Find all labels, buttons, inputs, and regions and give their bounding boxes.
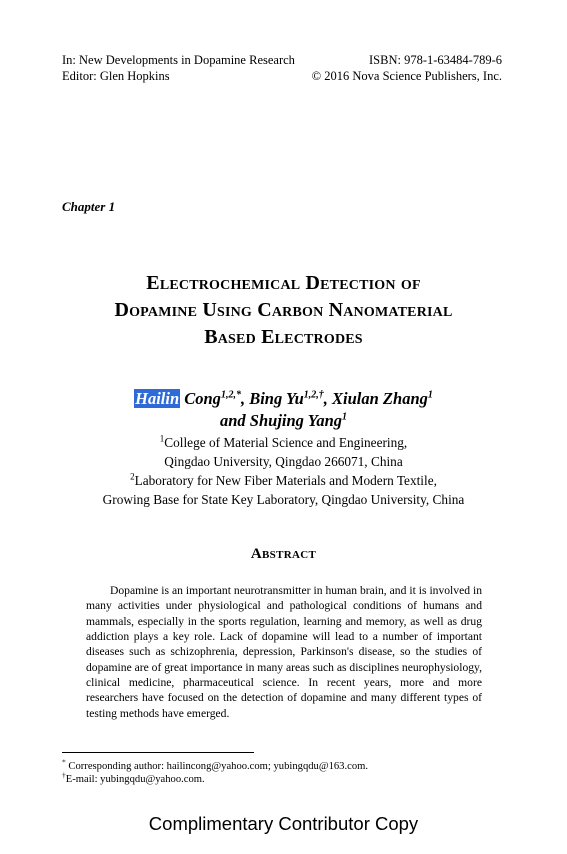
contributor-copy-watermark: Complimentary Contributor Copy — [148, 813, 419, 834]
footnotes — [62, 757, 369, 786]
title-line-3: Based Electrodes — [204, 326, 363, 348]
affiliation-2-marker: 2 — [130, 471, 135, 482]
footnote-1: * Corresponding author: hailincong@yahoo.com; yubingqdu@163.com. — [62, 757, 369, 772]
footnote-2: †E-mail: yubingqdu@yahoo.com. — [62, 770, 205, 785]
copyright: © 2016 Nova Science Publishers, Inc. — [311, 69, 502, 83]
running-header-line-2 — [62, 69, 502, 84]
book-title: In: New Developments in Dopamine Research — [62, 53, 295, 67]
author-1-affil: 1,2,* — [220, 389, 241, 401]
affiliation-1-line-2: Qingdao University, Qingdao 266071, China — [164, 454, 403, 469]
abstract-heading: Abstract — [250, 546, 317, 562]
title-line-1: Electrochemical Detection of — [146, 272, 421, 294]
affiliation-2-line-1: $^2$Laboratory for New Fiber Materials and Modern Textile, — [130, 471, 437, 488]
editor: Editor: Glen Hopkins — [62, 69, 170, 83]
author-3: , Xiulan Zhang — [323, 389, 428, 408]
author-4: and Shujing Yang — [220, 411, 342, 430]
author-list — [40, 388, 527, 432]
affiliation-1-marker: 1 — [159, 433, 165, 444]
author-3-affil: 1 — [427, 389, 433, 401]
author-4-affil: 1 — [342, 411, 347, 423]
affiliation-1-line-1: $^1$College of Material Science and Engineering, — [159, 433, 408, 450]
isbn: ISBN: 978-1-63484-789-6 — [369, 53, 502, 67]
author-line-1 — [40, 388, 527, 410]
affiliations — [40, 433, 527, 509]
chapter-title — [40, 270, 527, 351]
running-header-line-1 — [62, 53, 502, 68]
abstract-body: Dopamine is an important neurotransmitter in human brain, and it is involved in many activities under physiological and pathological conditions of humans and mammals, especially in the sports regulation, learning and memory, as well as drug addiction plays a key role. Lack of dopamine will lead to a number of important diseases such as schizophrenia, depression, Parkinson's disease, so the studies of dopamine are of great importance in many areas such as disciplines neurophysiology, clinical medicine, pharmaceutical science. In recent years, more and more researchers have focused on the detection of dopamine and many different types of testing methods have emerged. — [86, 584, 482, 720]
footnote-divider — [62, 752, 254, 753]
footnote-2-marker: † — [62, 770, 66, 780]
author-1-surname: Cong — [180, 389, 221, 408]
title-line-2: Dopamine Using Carbon Nanomaterial — [114, 299, 453, 321]
highlighted-author-first-name[interactable]: Hailin — [135, 389, 180, 408]
footnote-1-marker: * — [62, 757, 66, 767]
author-2: , Bing Yu — [240, 389, 304, 408]
author-line-2 — [40, 410, 527, 432]
author-2-affil: 1,2,† — [303, 389, 324, 401]
chapter-label: Chapter 1 — [62, 199, 116, 214]
affiliation-2-line-2: Growing Base for State Key Laboratory, Qingdao University, China — [102, 492, 465, 507]
